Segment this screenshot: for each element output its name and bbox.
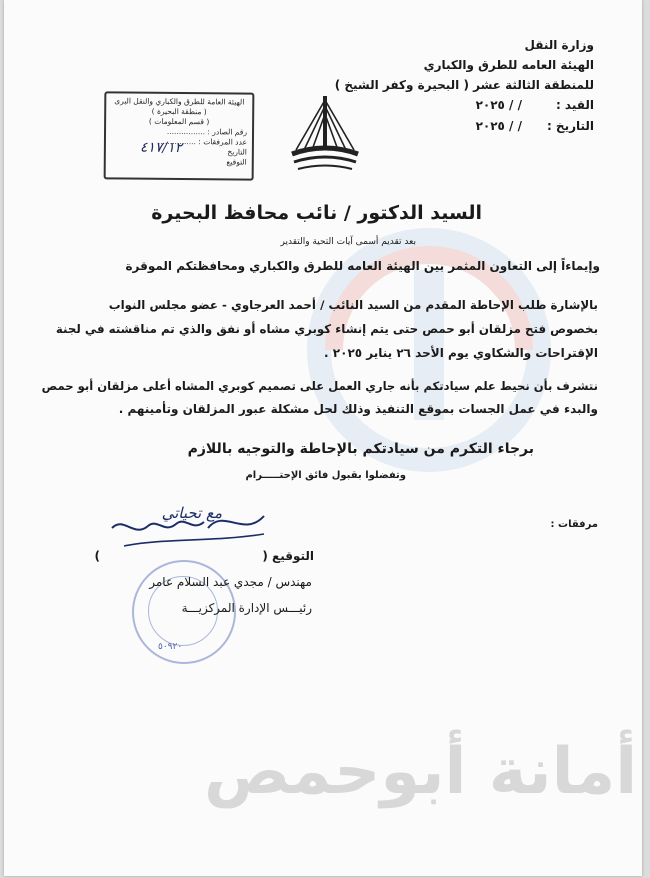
closing-line: وتفضلوا بقبول فائق الإحتـــــرام bbox=[245, 470, 406, 481]
addressee-title: السيد الدكتور / نائب محافظ البحيرة bbox=[151, 202, 482, 224]
date-label: التاريخ : bbox=[546, 119, 594, 133]
stamp-handwriting: ٤١٧/١٢ bbox=[139, 139, 183, 157]
paragraph-notice-line-1: نتشرف بأن نحيط علم سيادتكم بأنه جاري العمل على تصميم كوبري المشاه أعلى مزلقان أبو حمص bbox=[41, 379, 598, 393]
region-name: للمنطقة الثالثة عشر ( البحيرة وكفر الشيخ ) bbox=[334, 78, 594, 92]
letter-page bbox=[4, 0, 642, 876]
registration-value: / / ٢٠٢٥ bbox=[475, 98, 522, 112]
engineer-title: رئيـــس الإدارة المركزيـــة bbox=[181, 601, 312, 615]
registry-stamp bbox=[104, 91, 255, 180]
stamp-date: التاريخ bbox=[227, 147, 247, 157]
date-value: / / ٢٠٢٥ bbox=[475, 119, 522, 133]
greeting: بعد تقديم أسمى آيات التحية والتقدير bbox=[280, 237, 416, 247]
paragraph-reference-line-1: بالإشارة طلب الإحاطة المقدم من السيد النائب / أحمد العرجاوي - عضو مجلس النواب bbox=[108, 298, 598, 312]
engineer-name: مهندس / مجدي عبد السلام عامر bbox=[149, 575, 312, 589]
stamp-line-department: ( قسم المعلومات ) bbox=[148, 116, 210, 127]
signature-close: ) bbox=[94, 549, 100, 563]
paragraph-reference-line-3: الإقتراحات والشكاوي يوم الأحد ٢٦ يناير ٢٠٢٥ . bbox=[324, 346, 598, 360]
ministry-name: وزارة النقل bbox=[524, 38, 594, 52]
stamp-outgoing-number: رقم الصادر : ................ bbox=[166, 126, 248, 137]
handwritten-greeting: مع تحياتي bbox=[161, 504, 222, 522]
watermark-text: أمانة أبوحمص bbox=[204, 735, 638, 809]
round-stamp-number: ٥٠٩٢٠ bbox=[158, 642, 183, 652]
paragraph-notice-line-2: والبدء في عمل الجسات بموقع التنفيذ وذلك لحل مشكلة عبور المزلقان وتأمينهم . bbox=[118, 402, 598, 416]
stamp-line-authority: الهيئة العامة للطرق والكباري والنقل البرى bbox=[114, 96, 245, 107]
stamp-attachments-count: عدد المرفقات : ................ bbox=[157, 136, 247, 147]
signature-label: التوقيع ( bbox=[262, 549, 314, 563]
paragraph-intro: وإيماءاً إلى التعاون المثمر بين الهيئة العامه للطرق والكباري ومحافظتكم الموقرة bbox=[125, 259, 600, 273]
attachments-label: مرفقات : bbox=[550, 519, 598, 530]
bridge-logo-icon bbox=[290, 92, 360, 174]
registration-label: القيد : bbox=[555, 98, 594, 112]
stamp-line-region: ( منطقة البحيرة ) bbox=[151, 106, 207, 117]
request-line: برجاء التكرم من سيادتكم بالإحاطة والتوجيه باللازم bbox=[187, 441, 534, 457]
authority-name: الهيئة العامه للطرق والكباري bbox=[423, 58, 594, 72]
stamp-signature: التوقيع bbox=[226, 157, 247, 167]
paragraph-reference-line-2: بخصوص فتح مزلقان أبو حمص حتى يتم إنشاء كوبري مشاه أو نفق والذي تم مناقشته في لجنة bbox=[55, 322, 598, 336]
